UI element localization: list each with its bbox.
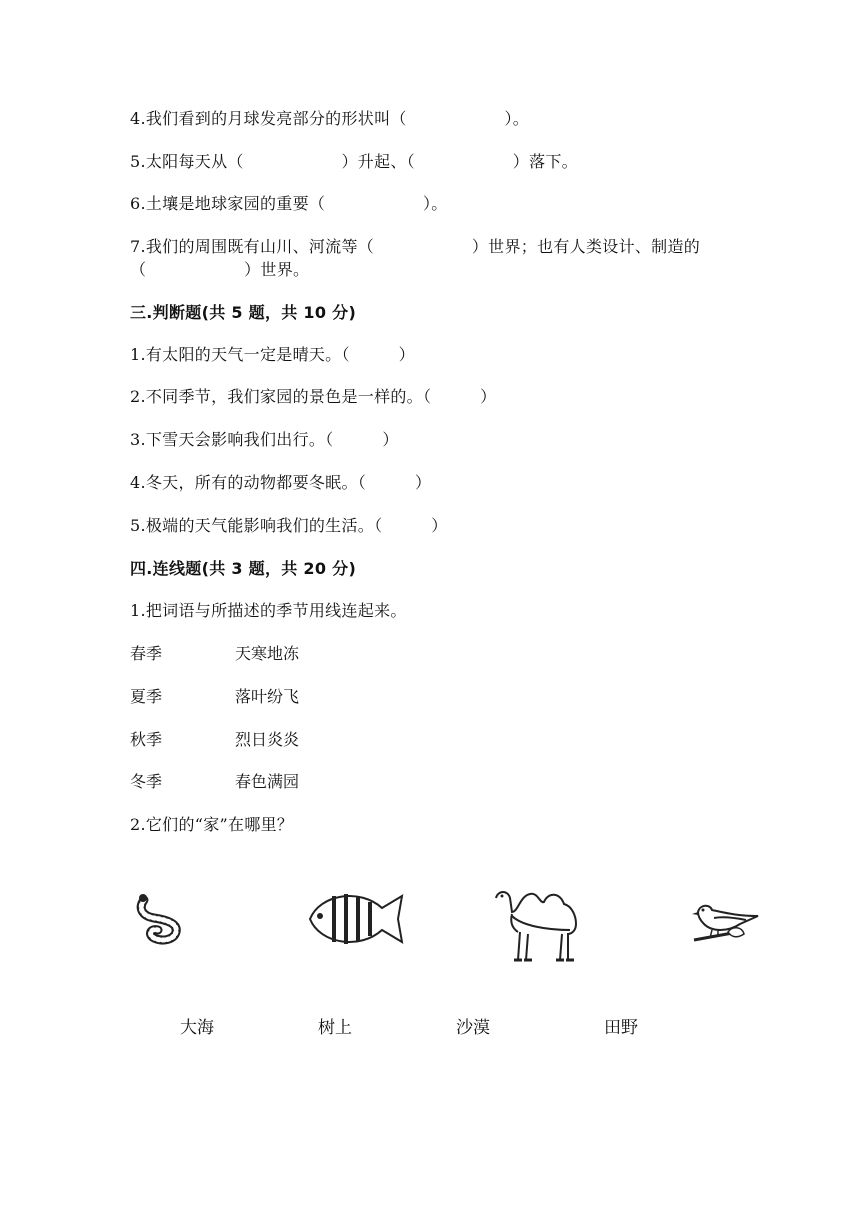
judge-question-1: 1.有太阳的天气一定是晴天。（ ） bbox=[130, 345, 415, 364]
place-label-4: 田野 bbox=[604, 1018, 638, 1038]
camel-icon bbox=[488, 882, 588, 968]
earthworm-icon bbox=[132, 888, 204, 954]
section-4-title: 四.连线题(共 3 题，共 20 分) bbox=[130, 559, 357, 578]
season-left-1: 春季 bbox=[130, 644, 163, 663]
place-label-1: 大海 bbox=[180, 1018, 214, 1038]
season-desc-3: 烈日炎炎 bbox=[235, 730, 300, 749]
fill-question-5: 5.太阳每天从（ ）升起、（ ）落下。 bbox=[130, 152, 578, 171]
fill-question-7-line1: 7.我们的周围既有山川、河流等（ ）世界；也有人类设计、制造的 bbox=[130, 237, 701, 256]
season-desc-2: 落叶纷飞 bbox=[235, 687, 300, 706]
fill-question-6: 6.土壤是地球家园的重要（ ）。 bbox=[130, 194, 448, 213]
judge-question-5: 5.极端的天气能影响我们的生活。（ ） bbox=[130, 516, 448, 535]
judge-question-3: 3.下雪天会影响我们出行。（ ） bbox=[130, 430, 399, 449]
season-left-4: 冬季 bbox=[130, 772, 163, 791]
fill-question-4: 4.我们看到的月球发亮部分的形状叫（ ）。 bbox=[130, 109, 530, 128]
judge-question-4: 4.冬天，所有的动物都要冬眠。（ ） bbox=[130, 473, 432, 492]
season-desc-1: 天寒地冻 bbox=[235, 644, 300, 663]
season-left-2: 夏季 bbox=[130, 687, 163, 706]
judge-question-2: 2.不同季节，我们家园的景色是一样的。（ ） bbox=[130, 387, 497, 406]
bird-icon bbox=[688, 898, 764, 948]
section-3-title: 三.判断题(共 5 题，共 10 分) bbox=[130, 303, 357, 322]
fill-question-7-line2: （ ）世界。 bbox=[130, 260, 310, 279]
season-left-3: 秋季 bbox=[130, 730, 163, 749]
fish-icon bbox=[304, 886, 408, 952]
season-desc-4: 春色满园 bbox=[235, 772, 300, 791]
place-label-2: 树上 bbox=[318, 1018, 352, 1038]
match-question-1-prompt: 1.把词语与所描述的季节用线连起来。 bbox=[130, 601, 407, 620]
match-question-2-prompt: 2.它们的“家”在哪里？ bbox=[130, 815, 294, 834]
place-label-3: 沙漠 bbox=[456, 1018, 490, 1038]
